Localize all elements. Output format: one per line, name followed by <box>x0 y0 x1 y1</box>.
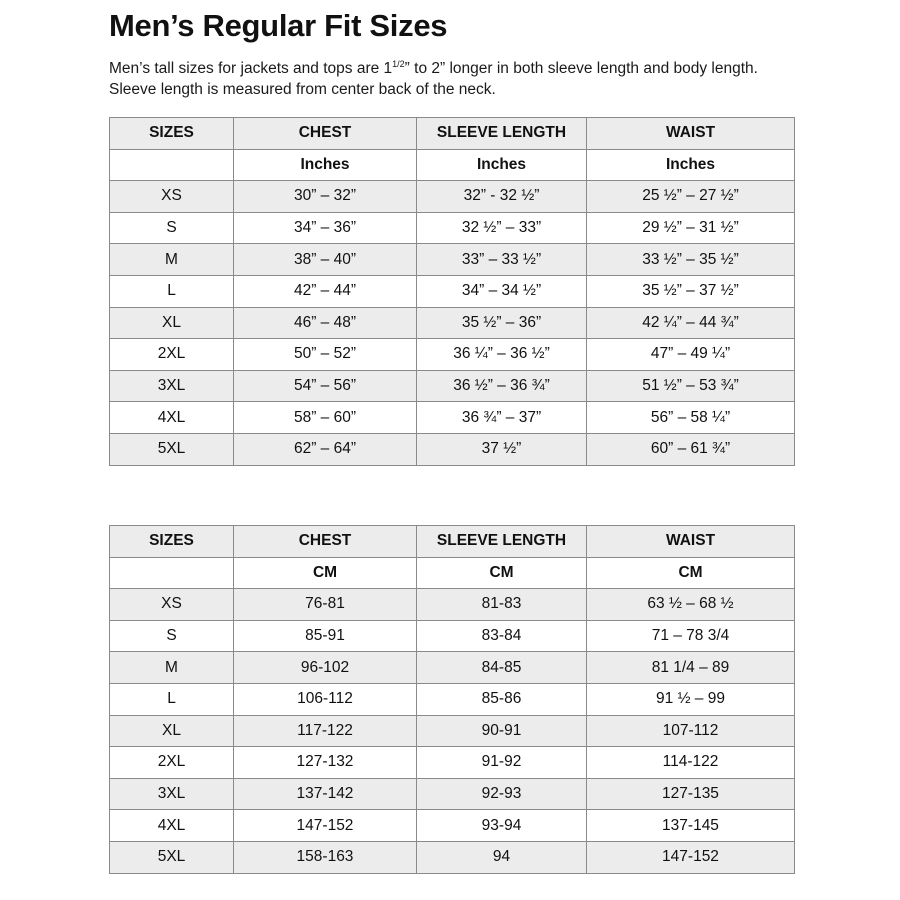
size-cell: XS <box>110 589 234 621</box>
waist-cell: 81 1/4 – 89 <box>587 652 795 684</box>
waist-cell: 114-122 <box>587 747 795 779</box>
header-sleeve-length: SLEEVE LENGTH <box>417 118 587 150</box>
header-row <box>110 118 795 150</box>
size-cell: 5XL <box>110 433 234 465</box>
unit-label <box>110 149 234 181</box>
waist-cell: 33 ½” – 35 ½” <box>587 244 795 276</box>
waist-cell: 137-145 <box>587 810 795 842</box>
intro-text <box>109 58 809 100</box>
unit-label: CM <box>417 557 587 589</box>
header-waist: WAIST <box>587 118 795 150</box>
size-cell: XS <box>110 181 234 213</box>
size-cell: 5XL <box>110 841 234 873</box>
chest-cell: 127-132 <box>234 747 417 779</box>
inches-table-body <box>110 149 795 465</box>
size-cell: M <box>110 652 234 684</box>
sleeve-length-cell: 36 ¼” – 36 ½” <box>417 339 587 371</box>
waist-cell: 35 ½” – 37 ½” <box>587 275 795 307</box>
intro-text-part2: ” to 2” longer in both sleeve length and body length. Sleeve length is measured from center back of the neck. <box>109 60 758 98</box>
size-cell: XL <box>110 307 234 339</box>
waist-cell: 60” – 61 ¾” <box>587 433 795 465</box>
size-cell: 4XL <box>110 402 234 434</box>
unit-label: Inches <box>587 149 795 181</box>
table-row <box>110 370 795 402</box>
sleeve-length-cell: 84-85 <box>417 652 587 684</box>
chest-cell: 85-91 <box>234 620 417 652</box>
inches-size-table <box>109 117 795 466</box>
waist-cell: 127-135 <box>587 778 795 810</box>
waist-cell: 63 ½ – 68 ½ <box>587 589 795 621</box>
sleeve-length-cell: 37 ½” <box>417 433 587 465</box>
waist-cell: 107-112 <box>587 715 795 747</box>
table-row <box>110 402 795 434</box>
page-title: Men’s Regular Fit Sizes <box>109 8 448 43</box>
header-chest: CHEST <box>234 118 417 150</box>
size-cell: 2XL <box>110 747 234 779</box>
waist-cell: 147-152 <box>587 841 795 873</box>
intro-text-part1: Men’s tall sizes for jackets and tops are 1 <box>109 60 393 77</box>
table-row <box>110 181 795 213</box>
chest-cell: 30” – 32” <box>234 181 417 213</box>
chest-cell: 58” – 60” <box>234 402 417 434</box>
waist-cell: 25 ½” – 27 ½” <box>587 181 795 213</box>
waist-cell: 56” – 58 ¼” <box>587 402 795 434</box>
size-cell: L <box>110 275 234 307</box>
sleeve-length-cell: 32 ½” – 33” <box>417 212 587 244</box>
table-row <box>110 778 795 810</box>
waist-cell: 91 ½ – 99 <box>587 683 795 715</box>
chest-cell: 50” – 52” <box>234 339 417 371</box>
waist-cell: 51 ½” – 53 ¾” <box>587 370 795 402</box>
size-cell: 3XL <box>110 370 234 402</box>
chest-cell: 46” – 48” <box>234 307 417 339</box>
header-row <box>110 526 795 558</box>
table-row <box>110 307 795 339</box>
sleeve-length-cell: 92-93 <box>417 778 587 810</box>
size-cell: 3XL <box>110 778 234 810</box>
chest-cell: 34” – 36” <box>234 212 417 244</box>
size-cell: 2XL <box>110 339 234 371</box>
unit-label: CM <box>587 557 795 589</box>
size-cell: S <box>110 212 234 244</box>
waist-cell: 71 – 78 3/4 <box>587 620 795 652</box>
sleeve-length-cell: 83-84 <box>417 620 587 652</box>
chest-cell: 158-163 <box>234 841 417 873</box>
header-chest: CHEST <box>234 526 417 558</box>
waist-cell: 42 ¼” – 44 ¾” <box>587 307 795 339</box>
header-sleeve-length: SLEEVE LENGTH <box>417 526 587 558</box>
sleeve-length-cell: 33” – 33 ½” <box>417 244 587 276</box>
table-row <box>110 620 795 652</box>
unit-label: Inches <box>234 149 417 181</box>
units-row <box>110 557 795 589</box>
size-cell: S <box>110 620 234 652</box>
size-cell: XL <box>110 715 234 747</box>
table-row <box>110 747 795 779</box>
waist-cell: 29 ½” – 31 ½” <box>587 212 795 244</box>
header-sizes: SIZES <box>110 118 234 150</box>
chest-cell: 106-112 <box>234 683 417 715</box>
table-row <box>110 810 795 842</box>
waist-cell: 47” – 49 ¼” <box>587 339 795 371</box>
sleeve-length-cell: 36 ¾” – 37” <box>417 402 587 434</box>
sleeve-length-cell: 94 <box>417 841 587 873</box>
table-row <box>110 652 795 684</box>
sleeve-length-cell: 90-91 <box>417 715 587 747</box>
table-row <box>110 683 795 715</box>
sleeve-length-cell: 81-83 <box>417 589 587 621</box>
unit-label <box>110 557 234 589</box>
chest-cell: 147-152 <box>234 810 417 842</box>
sleeve-length-cell: 34” – 34 ½” <box>417 275 587 307</box>
chest-cell: 54” – 56” <box>234 370 417 402</box>
header-sizes: SIZES <box>110 526 234 558</box>
sleeve-length-cell: 36 ½” – 36 ¾” <box>417 370 587 402</box>
units-row <box>110 149 795 181</box>
table-row <box>110 589 795 621</box>
chest-cell: 62” – 64” <box>234 433 417 465</box>
chest-cell: 42” – 44” <box>234 275 417 307</box>
chest-cell: 137-142 <box>234 778 417 810</box>
chest-cell: 96-102 <box>234 652 417 684</box>
intro-superscript: 1/2 <box>392 58 405 69</box>
table-row <box>110 212 795 244</box>
size-cell: 4XL <box>110 810 234 842</box>
table-row <box>110 433 795 465</box>
table-row <box>110 841 795 873</box>
unit-label: Inches <box>417 149 587 181</box>
size-cell: L <box>110 683 234 715</box>
unit-label: CM <box>234 557 417 589</box>
table-row <box>110 715 795 747</box>
cm-size-table <box>109 525 795 874</box>
size-cell: M <box>110 244 234 276</box>
table-row <box>110 339 795 371</box>
sleeve-length-cell: 85-86 <box>417 683 587 715</box>
sleeve-length-cell: 32” - 32 ½” <box>417 181 587 213</box>
chest-cell: 38” – 40” <box>234 244 417 276</box>
cm-table-body <box>110 557 795 873</box>
sleeve-length-cell: 91-92 <box>417 747 587 779</box>
header-waist: WAIST <box>587 526 795 558</box>
sleeve-length-cell: 93-94 <box>417 810 587 842</box>
table-row <box>110 244 795 276</box>
chest-cell: 117-122 <box>234 715 417 747</box>
chest-cell: 76-81 <box>234 589 417 621</box>
table-row <box>110 275 795 307</box>
sleeve-length-cell: 35 ½” – 36” <box>417 307 587 339</box>
